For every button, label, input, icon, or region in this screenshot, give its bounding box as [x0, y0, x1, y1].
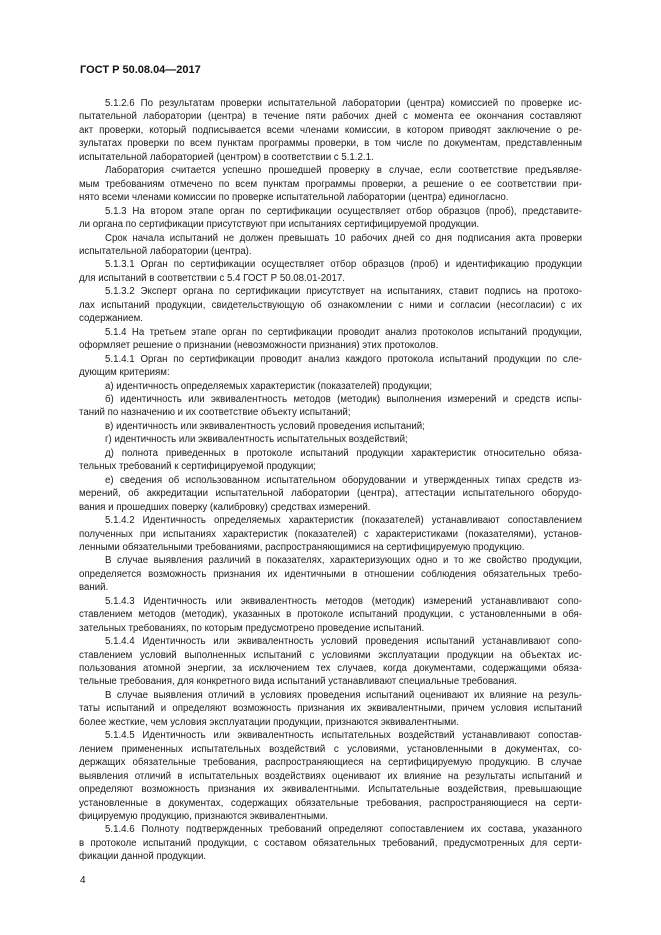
text-line: пытательной лаборатории (центра) в течение пяти рабочих дней с момента ее окончания составляют	[79, 111, 582, 123]
text-line: 5.1.4.6 Полноту подтвержденных требований определяют сопоставлением их состава, указанного	[105, 824, 582, 836]
text-line: 5.1.3.1 Орган по сертификации осуществляет отбор образцов (проб) и идентификацию продукции	[105, 259, 582, 271]
text-line: более жесткие, чем условия эксплуатации продукции, признаются эквивалентными.	[79, 716, 459, 728]
text-line: дующим критериям:	[79, 367, 170, 379]
text-line: выявления отличий в испытательных воздействиях оценивают их влияние на результаты испытаний и	[79, 770, 582, 782]
text-line: держащих обязательные требования, распространяющиеся на сертифицируемую продукцию. В случае	[79, 757, 582, 769]
paragraph	[79, 232, 582, 259]
text-line: б) идентичность или эквивалентность методов (методик) выполнения измерений и средств испы-	[105, 393, 582, 405]
text-line: фикации данной продукции.	[79, 851, 207, 863]
text-line: нято всеми членами комиссии по проверке испытательной лаборатории (центра) единогласно.	[79, 192, 509, 204]
text-line: д) полнота приведенных в протоколе испытаний продукции характеристик относительно обяза-	[105, 447, 582, 459]
text-line: а) идентичность определяемых характеристик (показателей) продукции;	[105, 380, 433, 392]
text-line: определяют возможность признания их эквивалентными. Испытательные воздействия, превышающие	[79, 784, 582, 796]
text-line: 5.1.4.2 Идентичность определяемых характеристик (показателей) устанавливают сопоставлением	[105, 515, 582, 527]
paragraph	[79, 205, 582, 232]
text-line: фицируемую продукцию, признаются эквивалентными.	[79, 811, 328, 823]
text-line: 5.1.4.1 Орган по сертификации проводит анализ каждого протокола испытаний продукции по сле-	[105, 353, 582, 365]
text-line: 5.1.2.6 По результатам проверки испытательной лаборатории (центра) комиссией по проверке ис-	[105, 98, 582, 109]
text-line: г) идентичность или эквивалентность испытательных воздействий;	[105, 434, 408, 446]
paragraph	[79, 729, 582, 823]
text-line: 5.1.3.2 Эксперт органа по сертификации присутствует на испытаниях, ставит подпись на протоко-	[105, 286, 582, 298]
paragraph	[79, 474, 582, 514]
text-line: ли органа по сертификации присутствуют при испытаниях сертифицируемой продукции.	[79, 219, 480, 231]
text-line: ваний.	[79, 582, 109, 594]
paragraph	[79, 433, 582, 446]
text-line: мерений, об аккредитации испытательной лаборатории (центра), аттестации испытательного оборудо-	[79, 488, 582, 500]
text-line: 5.1.4 На третьем этапе орган по сертификации проводит анализ протоколов испытаний продукции,	[105, 326, 582, 338]
paragraph	[79, 635, 582, 689]
text-line: ставлением условий выполненных испытаний с условиями эксплуатации продукции на объектах ис-	[79, 649, 582, 661]
text-line: испытательной лаборатории (центра).	[79, 245, 252, 257]
document-header: ГОСТ Р 50.08.04—2017	[80, 64, 201, 76]
text-line: лением примененных испытательных воздействий с условиями, установленными в документах, со-	[79, 743, 582, 755]
text-line: 5.1.3 На втором этапе орган по сертификации осуществляет отбор образцов (проб), представите-	[105, 205, 582, 217]
text-line: Лаборатория считается успешно прошедшей проверку в случае, если соответствие предъявляе-	[105, 165, 582, 177]
text-line: 5.1.4.4 Идентичность или эквивалентность условий проведения испытаний устанавливают сопо-	[105, 636, 582, 648]
text-line: испытательной лабораторией (центром) в соответствии с 5.1.2.1.	[79, 151, 374, 163]
paragraph	[79, 823, 582, 863]
paragraph	[79, 554, 582, 594]
paragraph	[79, 326, 582, 353]
text-line: Срок начала испытаний не должен превышать 10 рабочих дней со дня подписания акта проверки	[105, 232, 582, 244]
text-line: тельных требований к сертифицируемой продукции;	[79, 461, 316, 473]
paragraph	[79, 97, 582, 164]
paragraph	[79, 285, 582, 325]
paragraph	[79, 353, 582, 380]
text-line: в) идентичность или эквивалентность условий проведения испытаний;	[105, 420, 425, 432]
text-line: в протоколе испытаний продукции, с составом обязательных требований, предусмотренных для серти-	[79, 837, 582, 849]
text-line: тельные требования, для конкретного вида испытаний устанавливают специальные требования.	[79, 676, 517, 688]
text-line: 5.1.4.5 Идентичность или эквивалентность испытательных воздействий устанавливают сопостав-	[105, 730, 582, 742]
paragraph	[79, 164, 582, 204]
paragraph	[79, 514, 582, 554]
text-line: пользования атомной энергии, за исключением тех случаев, когда документами, содержащими обяза-	[79, 663, 582, 675]
text-line: ленными обязательными требованиями, распространяющимися на сертифицируемую продукцию.	[79, 541, 525, 553]
text-line: зультатах проверки по всем пунктам программы проверки, в том числе по документам, представленным	[79, 138, 582, 150]
text-line: оформляет решение о признании (невозможности признания) этих протоколов.	[79, 340, 439, 352]
text-line: В случае выявления отличий в условиях проведения испытаний оценивают их влияние на резуль-	[105, 689, 582, 701]
text-line: ставлением методов (методик), указанных в протоколе испытаний продукции, с установленными в обя-	[79, 609, 582, 621]
text-line: таты испытаний и определяют возможность признания их эквивалентными, причем условия испытаний	[79, 703, 582, 715]
paragraph	[79, 595, 582, 635]
text-line: содержанием.	[79, 313, 143, 325]
paragraph	[79, 447, 582, 474]
paragraph	[79, 689, 582, 729]
paragraph	[79, 258, 582, 285]
text-line: таний по назначению и их соответствие объекту испытаний;	[79, 407, 351, 419]
paragraph	[79, 393, 582, 420]
text-line: определяется возможность признания их идентичными в отношении соблюдения обязательных требо-	[79, 568, 582, 580]
text-line: установленные в документах, содержащих обязательные требования, распространяющиеся на серти-	[79, 797, 582, 809]
text-line: для испытаний в соответствии с 5.4 ГОСТ Р 50.08.01-2017.	[79, 272, 345, 284]
text-line: мым требованиям отмечено по всем пунктам программы проверки, а решение о ее соответствии при-	[79, 178, 582, 190]
text-line: полученных при испытаниях характеристик (показателей) с характеристиками (показателями), установ-	[79, 528, 582, 540]
text-line: е) сведения об использованном испытательном оборудовании и утвержденных типах средств из-	[105, 474, 582, 486]
paragraph	[79, 380, 582, 393]
text-line: зательных требованиях, по которым предусмотрено проведение испытаний.	[79, 622, 425, 634]
text-line: лах испытаний продукции, свидетельствующую об ознакомлении с ними и согласии (несогласии) с их	[79, 299, 582, 311]
paragraph	[79, 420, 582, 433]
page-number: 4	[80, 875, 86, 886]
text-line: акт проверки, который подписывается всеми членами комиссии, в котором приводят заключение о ре-	[79, 124, 582, 136]
text-line: 5.1.4.3 Идентичность или эквивалентность методов (методик) измерений устанавливают сопо-	[105, 595, 582, 607]
text-line: вания и прошедших поверку (калибровку) средствах измерений.	[79, 501, 371, 513]
document-body	[79, 97, 582, 864]
text-line: В случае выявления различий в показателях, характеризующих одно и то же свойство продукции,	[105, 555, 582, 567]
